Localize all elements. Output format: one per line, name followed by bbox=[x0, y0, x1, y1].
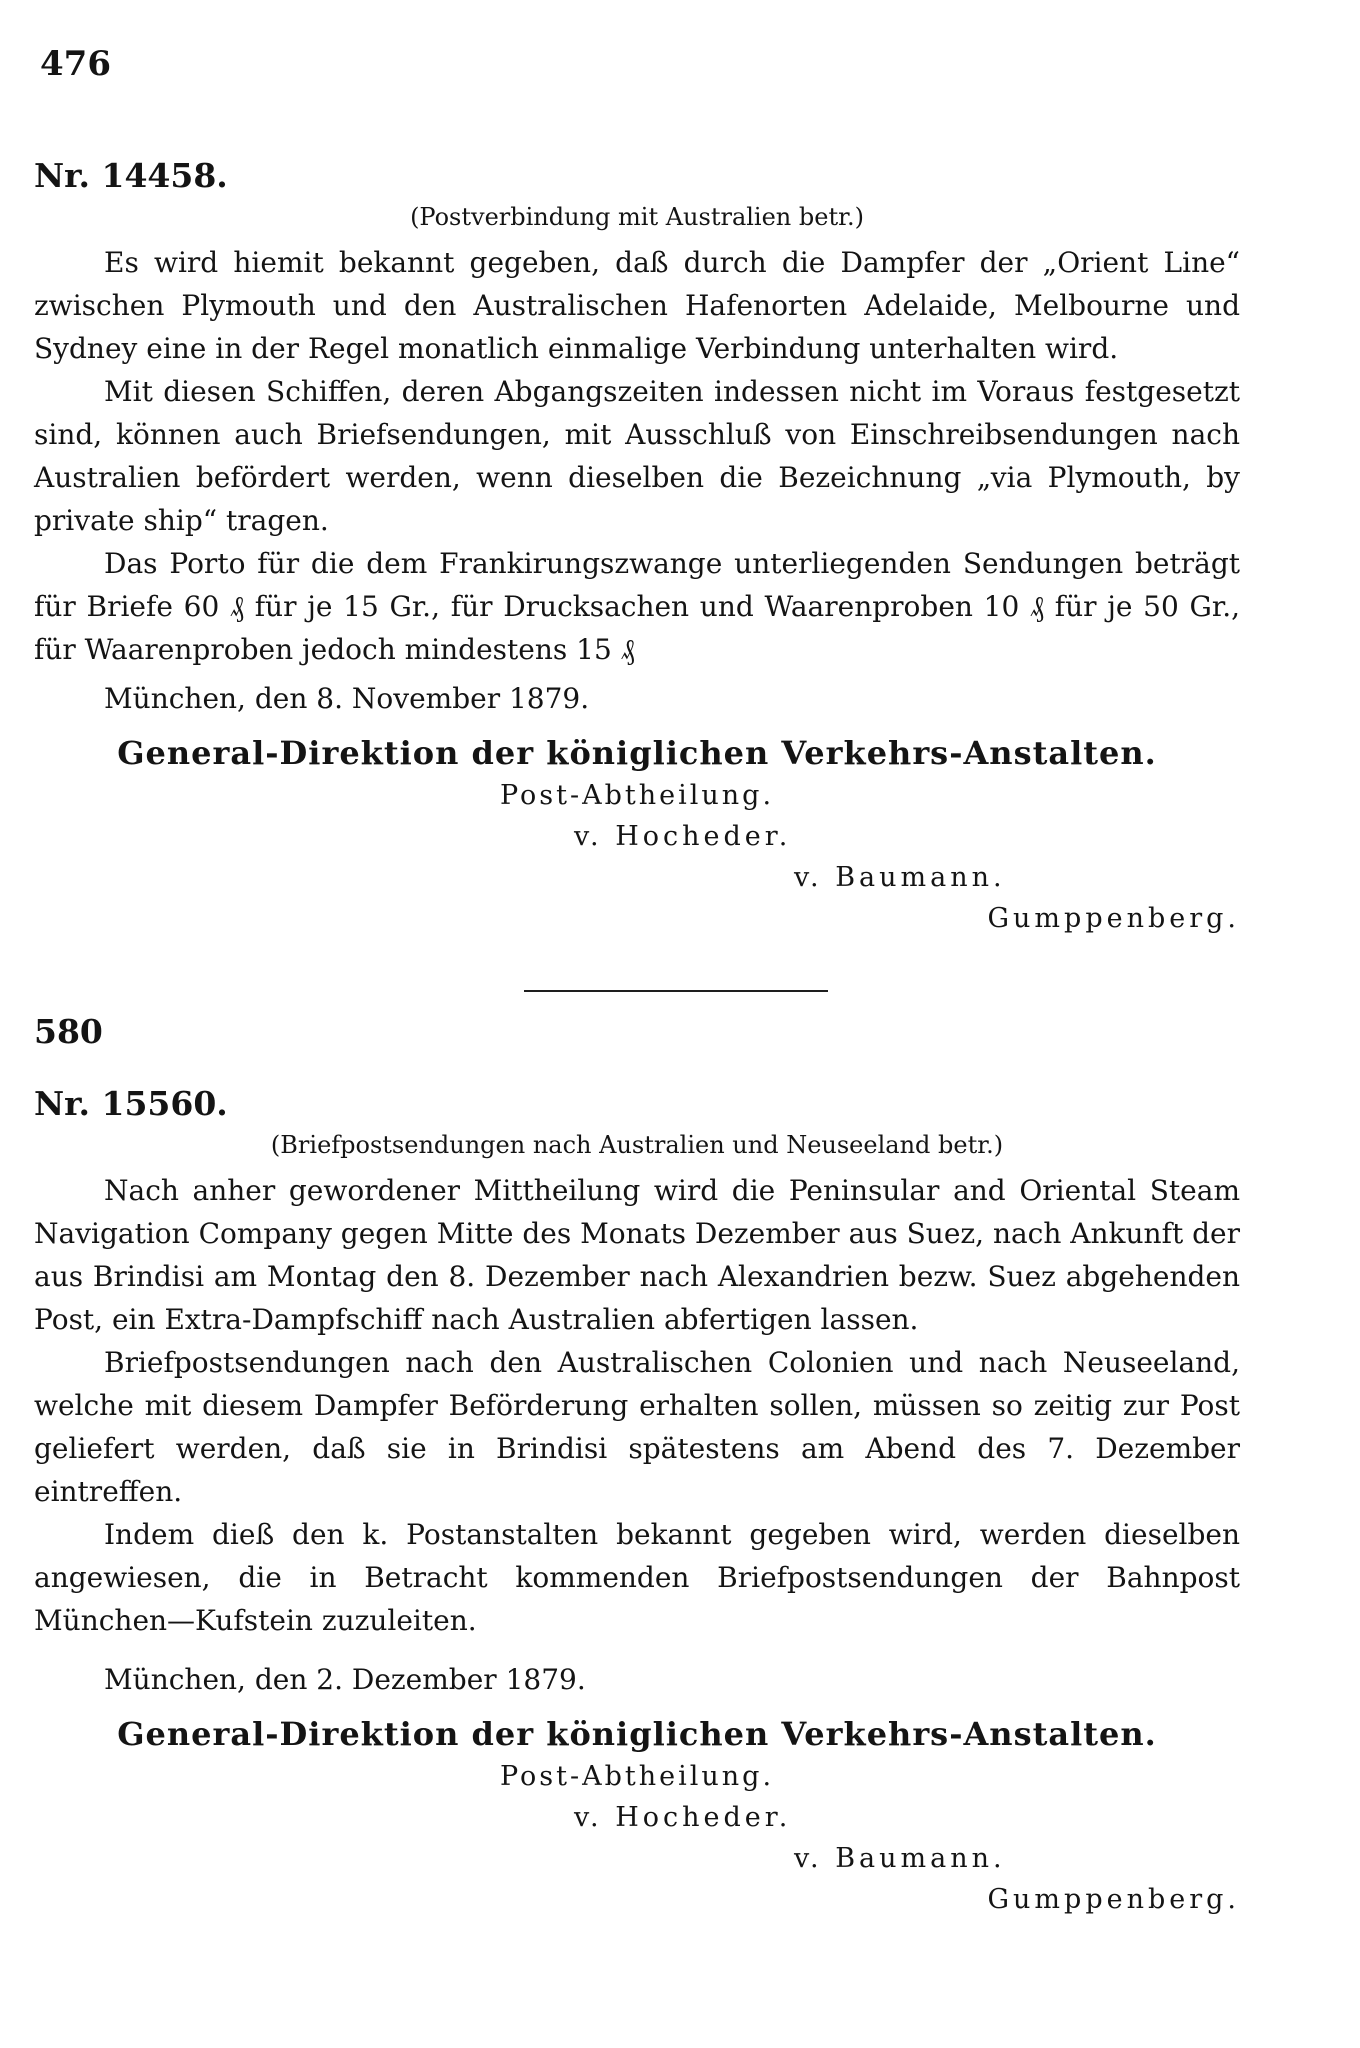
issuing-authority: General-Direktion der königlichen Verkehrs-Anstalten. bbox=[117, 734, 1157, 772]
signature: Gumppenberg. bbox=[987, 1884, 1240, 1915]
notice-number: Nr. 14458. bbox=[34, 156, 228, 195]
notice-paragraph: Indem dieß den k. Postanstalten bekannt gegeben wird, werden dieselben angewiesen, die in Betracht kommenden Briefpostsendungen der Bahnpost München—Kufstein zuzuleiten. bbox=[34, 1518, 1240, 1637]
signature: v. Baumann. bbox=[794, 862, 1006, 893]
notice-number: Nr. 15560. bbox=[34, 1084, 228, 1123]
signature: v. Hocheder. bbox=[574, 1802, 792, 1833]
notice-14458 bbox=[34, 156, 1240, 934]
notice-date: München, den 8. November 1879. bbox=[104, 682, 590, 715]
notice-subject: (Postverbindung mit Australien betr.) bbox=[410, 203, 864, 231]
signature: Gumppenberg. bbox=[987, 903, 1240, 934]
notice-15560 bbox=[34, 1084, 1240, 1915]
department: Post-Abtheilung. bbox=[499, 780, 775, 811]
notice-paragraph: Es wird hiemit bekannt gegeben, daß durch die Dampfer der „Orient Line“ zwischen Plymouth und den Australischen Hafenorten Adelaide, Melbourne und Sydney eine in der Regel monatlich einmalige Verbindung unterhalten wird. bbox=[34, 246, 1240, 365]
notice-subject: (Briefpostsendungen nach Australien und Neuseeland betr.) bbox=[270, 1131, 1004, 1159]
notice-paragraph: Briefpostsendungen nach den Australischen Colonien und nach Neuseeland, welche mit diesem Dampfer Beförderung erhalten sollen, müssen so zeitig zur Post geliefert werden, daß sie in Brindisi spätestens am Abend des 7. Dezember eintreffen. bbox=[34, 1346, 1240, 1508]
signature: v. Hocheder. bbox=[574, 821, 792, 852]
notice-paragraph: Mit diesen Schiffen, deren Abgangszeiten indessen nicht im Voraus festgesetzt sind, können auch Briefsendungen, mit Ausschluß von Einschreibsendungen nach Australien befördert werden, wenn dieselben die Bezeichnung „via Plymouth, by private ship“ tragen. bbox=[34, 375, 1240, 537]
section-divider bbox=[524, 990, 828, 992]
notice-paragraph: Nach anher gewordener Mittheilung wird die Peninsular and Oriental Steam Navigation Company gegen Mitte des Monats Dezember aus Suez, nach Ankunft der aus Brindisi am Montag den 8. Dezember nach Alexandrien bezw. Suez abgehenden Post, ein Extra-Dampfschiff nach Australien abfertigen lassen. bbox=[34, 1174, 1240, 1336]
issuing-authority: General-Direktion der königlichen Verkehrs-Anstalten. bbox=[117, 1715, 1157, 1753]
notice-paragraph: Das Porto für die dem Frankirungszwange unterliegenden Sendungen beträgt für Briefe 60 ₰ für je 15 Gr., für Drucksachen und Waarenproben 10 ₰ für je 50 Gr., für Waarenproben jedoch mindestens 15 ₰ bbox=[34, 547, 1240, 666]
notice-date: München, den 2. Dezember 1879. bbox=[104, 1663, 586, 1696]
department: Post-Abtheilung. bbox=[499, 1761, 775, 1792]
page-number: 476 bbox=[40, 44, 111, 84]
signature: v. Baumann. bbox=[794, 1843, 1006, 1874]
section-number: 580 bbox=[34, 1012, 103, 1051]
